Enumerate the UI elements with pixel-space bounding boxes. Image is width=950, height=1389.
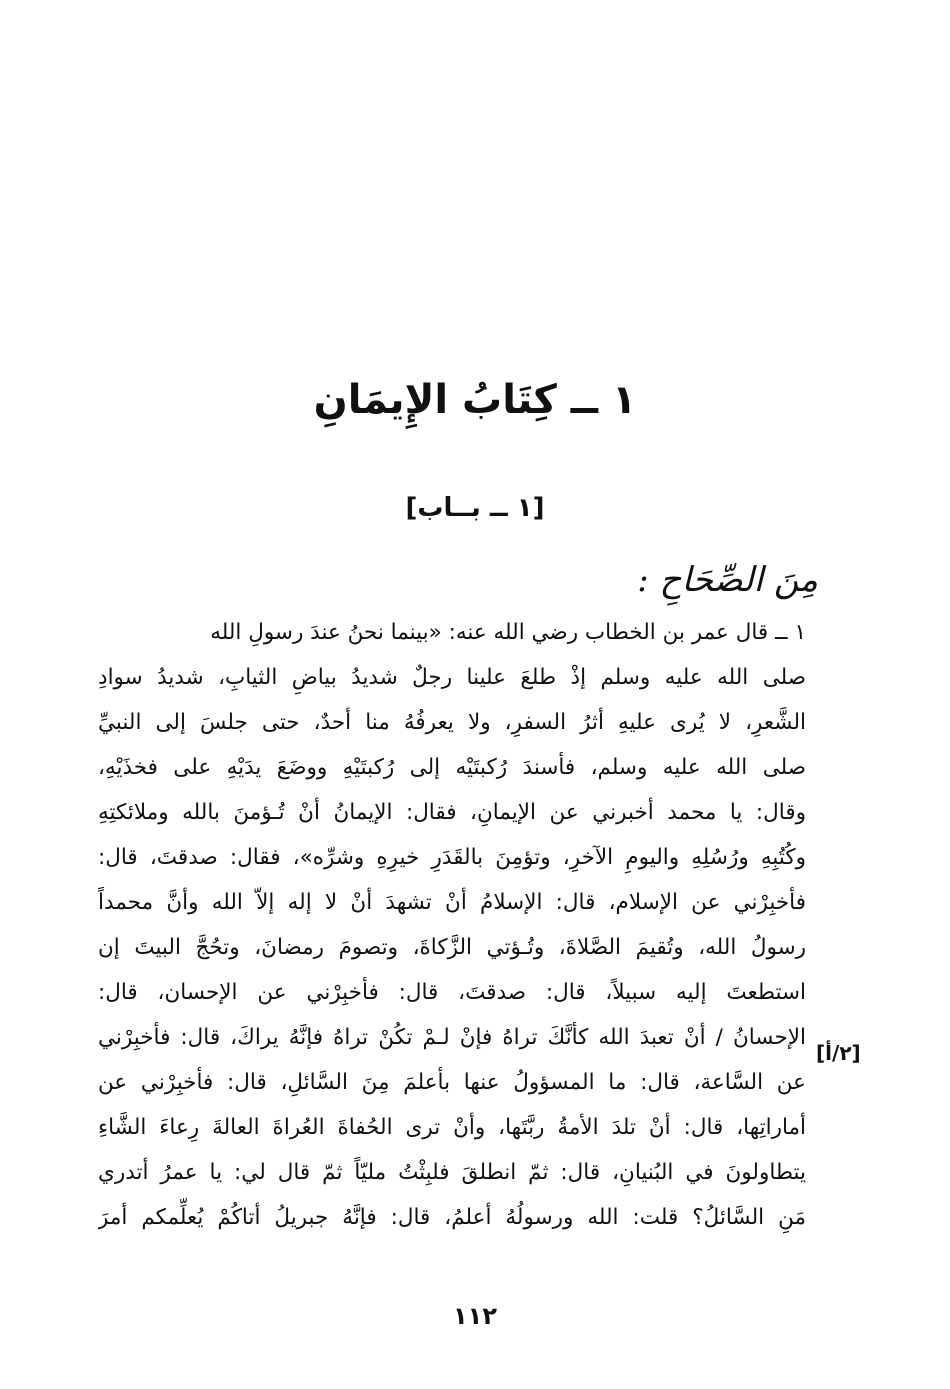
text-line: صلى الله عليه وسلم إذْ طلعَ علينا رجلٌ شديدُ بياضِ الثيابِ، شديدُ سوادِ: [98, 665, 806, 690]
chapter-title: ١ ــ كِتَابُ الإِيمَانِ: [313, 377, 637, 423]
text-line: ١ ــ قال عمر بن الخطاب رضي الله عنه: «بينما نحنُ عندَ رسولِ الله: [210, 620, 806, 645]
text-line: استطعتَ إليه سبيلاً، قال: صدقتَ، قال: فأخبِرْني عن الإحسان، قال:: [98, 980, 806, 1005]
section-label: مِنَ الصِّحَاحِ :: [637, 560, 818, 600]
text-line: عن السَّاعة، قال: ما المسؤولُ عنها بأعلمَ مِنَ السَّائلِ، قال: فأخبِرْني عن: [98, 1070, 806, 1095]
text-line: وقال: يا محمد أخبرني عن الإيمانِ، فقال: الإيمانُ أنْ تُـؤمنَ بالله وملائكتِهِ: [98, 800, 806, 825]
text-line: أماراتِها، قال: أنْ تلدَ الأمةُ ربَّتَها، وأنْ ترى الحُفاةَ العُراةَ العالةَ رِعاءَ الشَّاءِ: [98, 1115, 806, 1140]
text-line: يتطاولونَ في البُنيانِ، قال: ثمّ انطلقَ فلبِثْتُ مليّاً ثمّ قال لي: يا عمرُ أتدري: [98, 1160, 806, 1185]
text-line: الشَّعرِ، لا يُرى عليهِ أثرُ السفرِ، ولا يعرفُهُ منا أحدٌ، حتى جلسَ إلى النبيِّ: [98, 710, 806, 735]
folio-marker: [٢/أ]: [816, 1041, 861, 1065]
text-line: وكُتُبِهِ ورُسُلِهِ واليومِ الآخرِ، وتؤمِنَ بالقَدَرِ خيرِهِ وشرِّه»، فقال: صدقتَ، قال:: [98, 845, 806, 870]
text-line: الإحسانُ / أنْ تعبدَ الله كأنَّكَ تراهُ فإنْ لـمْ تكُنْ تراهُ فإنَّهُ يراكَ، قال: فأخبِرْني: [98, 1025, 806, 1050]
bab-heading: [١ ــ بــاب]: [405, 493, 545, 523]
text-line: مَنِ السَّائلُ؟ قلت: الله ورسولُهُ أعلمُ، قال: فإنَّهُ جبريلُ أتاكُمْ يُعلِّمكم أمرَ: [98, 1205, 806, 1230]
text-line: رسولُ الله، وتُقيمَ الصَّلاةَ، وتُـؤتي الزَّكاةَ، وتصومَ رمضانَ، وتحُجَّ البيتَ إن: [98, 935, 806, 960]
text-line: صلى الله عليه وسلم، فأسندَ رُكبتَيْه إلى رُكبتَيْهِ ووضَعَ يدَيْهِ على فخذَيْهِ،: [98, 755, 806, 780]
page-number: ١١٢: [453, 1302, 497, 1330]
text-line: فأخبِرْني عن الإسلام، قال: الإسلامُ أنْ تشهدَ أنْ لا إله إلاّ الله وأنَّ محمداً: [98, 890, 806, 915]
hadith-text: [98, 610, 806, 1240]
